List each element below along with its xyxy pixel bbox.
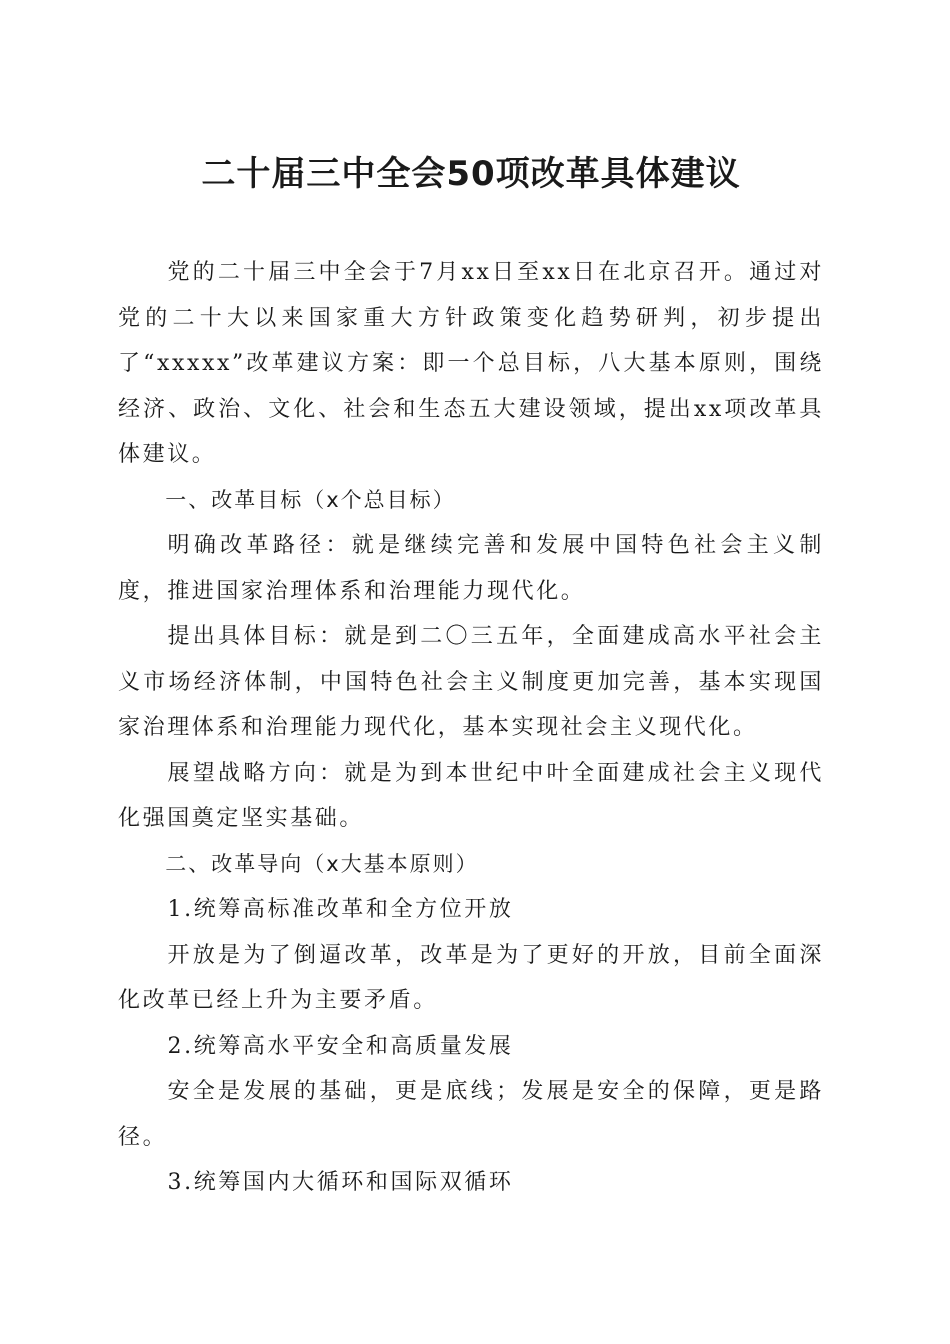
body-paragraph: 展望战略方向：就是为到本世纪中叶全面建成社会主义现代化强国奠定坚实基础。 — [118, 760, 824, 831]
body-paragraph: 明确改革路径：就是继续完善和发展中国特色社会主义制度，推进国家治理体系和治理能力现代化。 — [118, 533, 824, 604]
section-heading-principles: 二、改革导向（x大基本原则） — [165, 851, 479, 876]
body-paragraph: 提出具体目标：就是到二〇三五年，全面建成高水平社会主义市场经济体制，中国特色社会主义制度更加完善，基本实现国家治理体系和治理能力现代化，基本实现社会主义现代化。 — [118, 624, 824, 740]
document-body — [118, 250, 824, 1206]
body-paragraph: 开放是为了倒逼改革，改革是为了更好的开放，目前全面深化改革已经上升为主要矛盾。 — [118, 942, 824, 1013]
principle-item: 3.统筹国内大循环和国际双循环 — [167, 1170, 514, 1195]
body-paragraph: 安全是发展的基础，更是底线；发展是安全的保障，更是路径。 — [118, 1079, 824, 1150]
document-title: 二十届三中全会50项改革具体建议 — [201, 154, 741, 194]
intro-paragraph: 党的二十届三中全会于7月xx日至xx日在北京召开。通过对党的二十大以来国家重大方针政策变化趋势研判，初步提出了“xxxxx”改革建议方案：即一个总目标，八大基本原则，围绕经济、政治、文化、社会和生态五大建设领域，提出xx项改革具体建议。 — [118, 260, 824, 467]
section-heading-goals: 一、改革目标（x个总目标） — [165, 487, 456, 512]
principle-item: 1.统筹高标准改革和全方位开放 — [167, 897, 514, 922]
document-page — [118, 128, 824, 1206]
principle-item: 2.统筹高水平安全和高质量发展 — [167, 1033, 514, 1059]
